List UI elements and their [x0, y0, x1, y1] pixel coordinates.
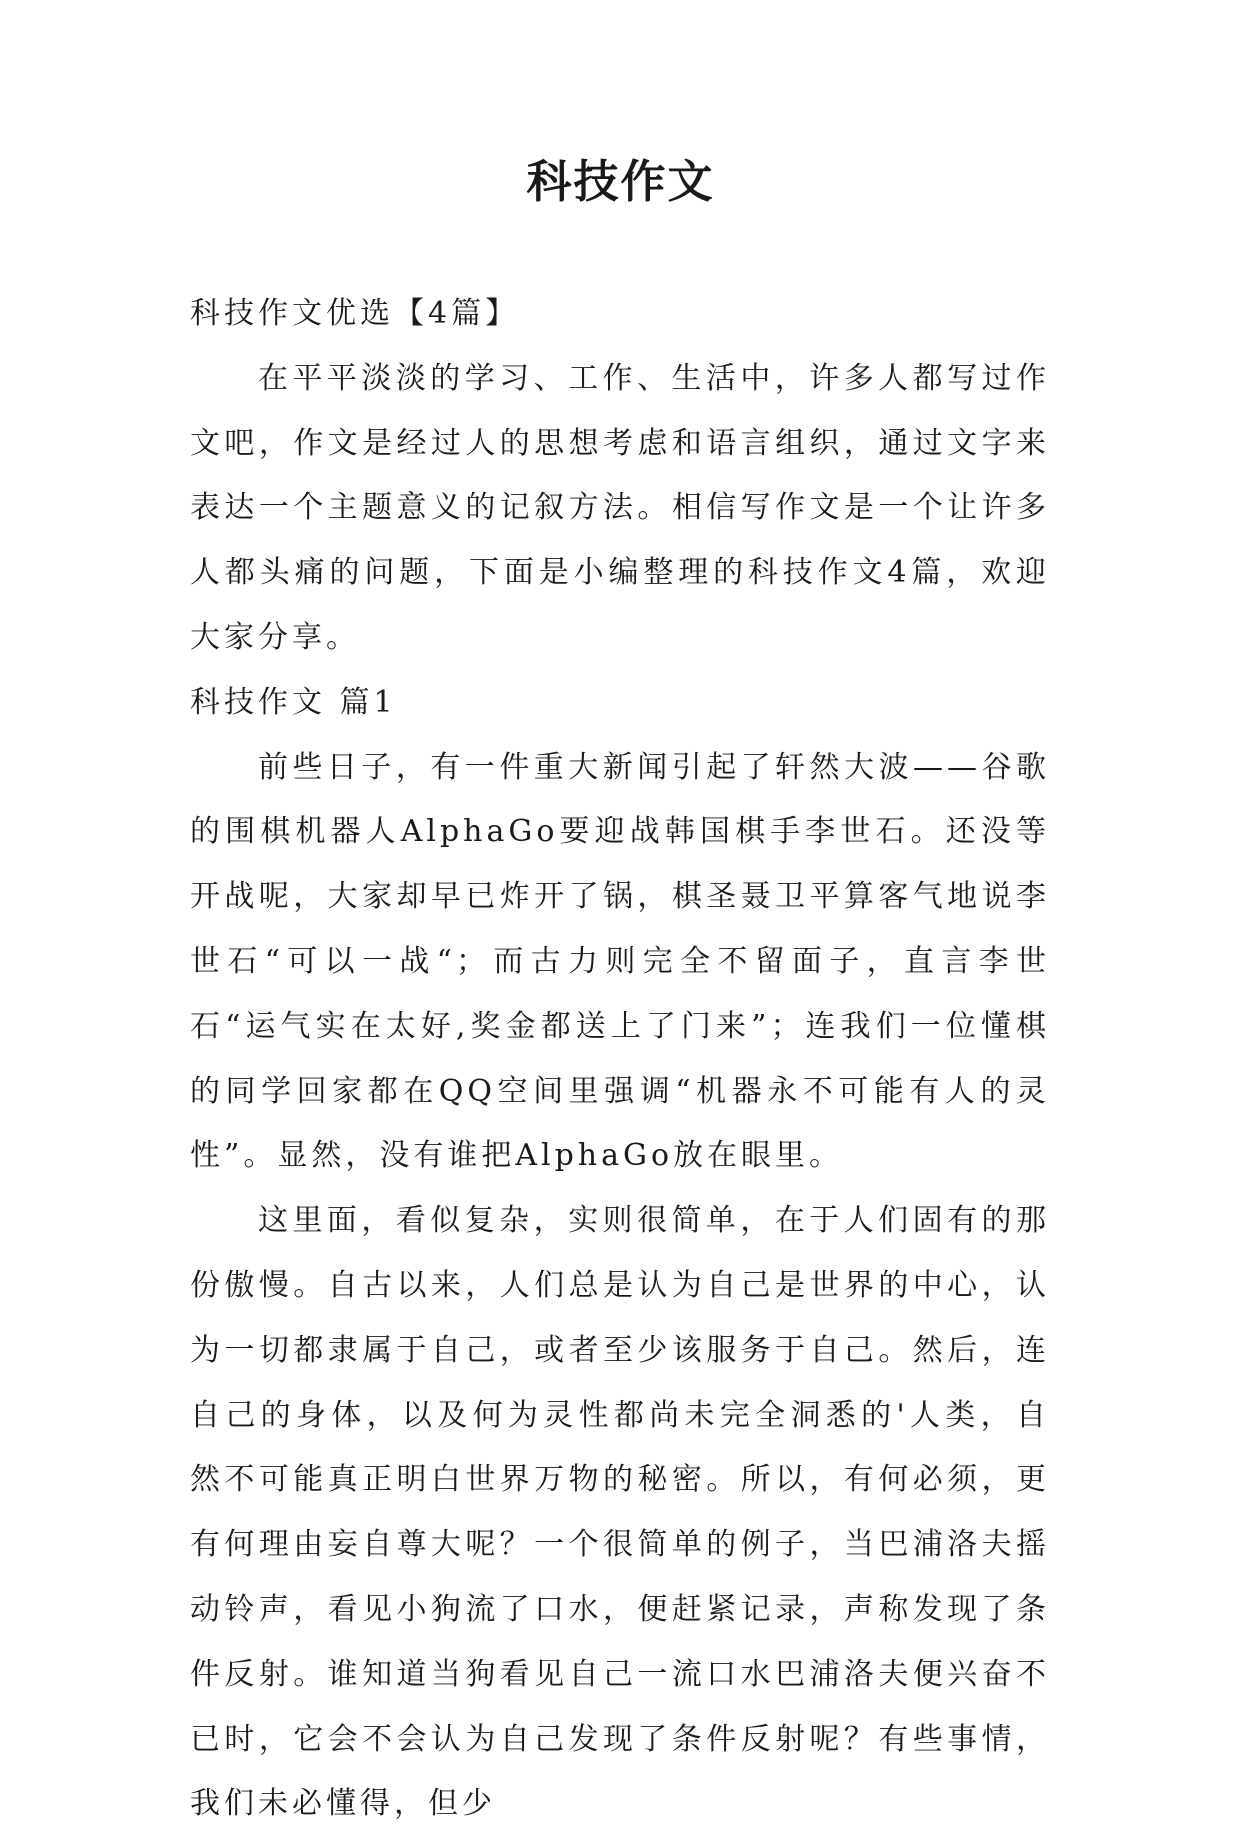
body-paragraph: 前些日子，有一件重大新闻引起了轩然大波——谷歌的围棋机器人AlphaGo要迎战韩国棋手李世石。还没等开战呢，大家却早已炸开了锅，棋圣聂卫平算客气地说李世石“可以一战“；而古力则完全不留面子，直言李世石“运气实在太好,奖金都送上了门来”；连我们一位懂棋的同学回家都在QQ空间里强调“机器永不可能有人的灵性”。显然，没有谁把AlphaGo放在眼里。	[190, 749, 1050, 1174]
section-heading: 科技作文 篇1	[190, 684, 397, 720]
article-subtitle: 科技作文优选【4篇】	[190, 296, 520, 331]
document-body	[190, 282, 1050, 1837]
document-title: 科技作文	[526, 155, 715, 208]
intro-paragraph: 在平平淡淡的学习、工作、生活中，许多人都写过作文吧，作文是经过人的思想考虑和语言组织，通过文字来表达一个主题意义的记叙方法。相信写作文是一个让许多人都头痛的问题，下面是小编整理的科技作文4篇，欢迎大家分享。	[190, 360, 1050, 655]
body-paragraph: 这里面，看似复杂，实则很简单，在于人们固有的那份傲慢。自古以来，人们总是认为自己是世界的中心，认为一切都隶属于自己，或者至少该服务于自己。然后，连自己的身体，以及何为灵性都尚未完全洞悉的'人类，自然不可能真正明白世界万物的秘密。所以，有何必须，更有何理由妄自尊大呢？一个很简单的例子，当巴浦洛夫摇动铃声，看见小狗流了口水，便赶紧记录，声称发现了条件反射。谁知道当狗看见自己一流口水巴浦洛夫便兴奋不已时，它会不会认为自己发现了条件反射呢？有些事情，我们未必懂得，但少	[190, 1203, 1050, 1822]
